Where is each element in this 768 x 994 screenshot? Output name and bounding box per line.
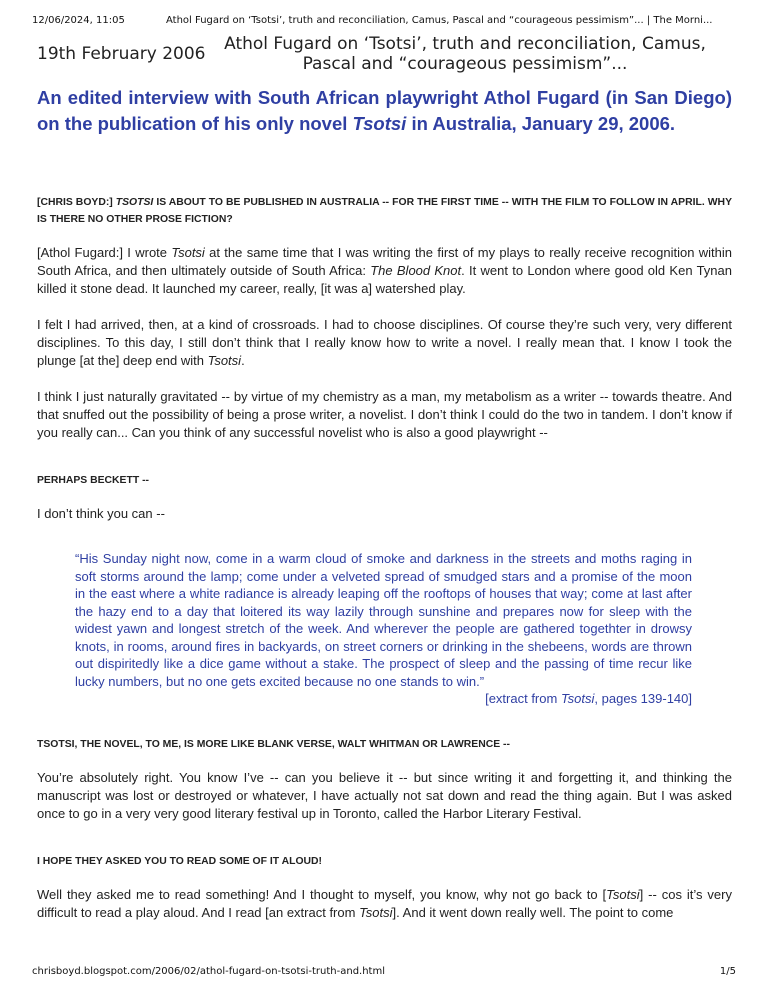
question-4: I HOPE THEY ASKED YOU TO READ SOME OF IT ALOUD!	[37, 855, 323, 867]
p6-text-a: Well they asked me to read something! And I thought to myself, you know, why not go back to [	[37, 886, 607, 902]
question-2: PERHAPS BECKETT --	[37, 475, 149, 486]
p2-text-a: I felt I had arrived, then, at a kind of crossroads. I had to choose disciplines. Of course they’re such very, very different disciplines. To this day, I still don’t think that I really know how to write a novel. I really mean that. I know I took the plunge [at the] deep end with	[37, 317, 732, 368]
question-3: TSOTSI, THE NOVEL, TO ME, IS MORE LIKE BLANK VERSE, WALT WHITMAN OR LAWRENCE --	[37, 738, 510, 750]
print-page-number: 1/5	[719, 966, 736, 977]
print-page-title: Athol Fugard on ‘Tsotsi’, truth and reconciliation, Camus, Pascal and “courageous pessimism”... | The Morni...	[166, 15, 713, 26]
q1-book-title: TSOTSI	[115, 197, 154, 208]
post-header	[37, 34, 737, 78]
interview-body	[37, 194, 732, 922]
lede-text-b: in Australia, January 29, 2006.	[406, 113, 676, 134]
p1-text-c: . It went to London where good old Ken Tynan killed it stone dead. It launched my career, really, [it was a] watershed play.	[37, 263, 732, 296]
p2-text-b: .	[241, 353, 245, 368]
lede-book-title: Tsotsi	[352, 113, 407, 134]
post-date: 19th February 2006	[37, 44, 206, 64]
p1-text-b: at the same time that I was writing the first of my plays to really receive recognition within South Africa, and then ultimately outside of South Africa:	[37, 245, 732, 278]
answer-paragraph-6	[37, 886, 732, 922]
print-header	[32, 15, 736, 26]
answer-paragraph-1	[37, 244, 732, 298]
answer-paragraph-2	[37, 316, 732, 370]
p6-text-c: ]. And it went down really well. The point to come	[392, 904, 674, 920]
print-timestamp: 12/06/2024, 11:05	[32, 15, 125, 26]
post-title[interactable]: Athol Fugard on ‘Tsotsi’, truth and reconciliation, Camus, Pascal and “courageous pessimism”...	[224, 34, 706, 74]
print-url: chrisboyd.blogspot.com/2006/02/athol-fugard-on-tsotsi-truth-and.html	[32, 966, 385, 977]
q1-text-a: [CHRIS BOYD:]	[37, 197, 116, 208]
novel-extract-quote	[75, 550, 692, 708]
quote-source-b: , pages 139-140]	[594, 691, 692, 706]
p2-book-title: Tsotsi	[207, 353, 242, 368]
p1-book-title: Tsotsi	[171, 245, 205, 260]
quote-source-a: [extract from	[485, 691, 561, 706]
answer-paragraph-3: I think I just naturally gravitated -- by virtue of my chemistry as a man, my metabolism as a writer -- towards theatre. And that snuffed out the possibility of being a prose writer, a novelist. I don’t think I could do the two in tandem. I don’t know if you really can... Can you think of any successful novelist who is also a good playwright --	[37, 389, 732, 440]
p1-text-a: [Athol Fugard:] I wrote	[37, 245, 172, 260]
quote-source	[75, 690, 692, 708]
lede-text-a: An edited interview with South African playwright Athol Fugard (in San Diego) on the publication of his only novel	[37, 87, 732, 134]
p6-book-title-2: Tsotsi	[359, 904, 393, 920]
answer-paragraph-5: You’re absolutely right. You know I’ve -- can you believe it -- but since writing it and forgetting it, and thinking the manuscript was lost or destroyed or whatever, I have actually not sat down and read the thing again. But I was asked once to go in a very very good literary festival up in Toronto, called the Harbor Literary Festival.	[37, 769, 732, 821]
quote-text: “His Sunday night now, come in a warm cloud of smoke and darkness in the streets and moths raging in soft storms around the lamp; come under a velveted spread of smudged stars and a promise of the moon in the east where a white radiance is already leaping off the rooftops of houses that way; come at last after the hazy end to a day that loitered its way lazily through sunshine and prepares now for sleep with the widest yawn and longest stretch of the week. And wherever the people are gathered togethter in drowsy knots, in rooms, around fires in backyards, on street corners or drinking in the shebeens, words are thrown out dispiritedly like a dice game without a stake. The prospect of sleep and the passing of time recur like lucky numbers, but no one gets excited because no one stands to win.”	[75, 551, 692, 689]
q1-text-b: IS ABOUT TO BE PUBLISHED IN AUSTRALIA -- FOR THE FIRST TIME -- WITH THE FILM TO FOLLOW IN APRIL. WHY IS THERE NO OTHER PROSE FICTION?	[37, 197, 732, 225]
p1-play-title: The Blood Knot	[370, 263, 462, 278]
p6-book-title-1: Tsotsi	[606, 886, 640, 902]
quote-source-title: Tsotsi	[560, 691, 595, 706]
question-1	[37, 194, 732, 228]
post-lede	[37, 85, 732, 137]
p6-text-b: ] -- cos it’s very difficult to read a play aloud. And I read [an extract from	[37, 886, 732, 920]
print-footer	[32, 966, 736, 977]
answer-paragraph-4: I don’t think you can --	[37, 506, 165, 521]
